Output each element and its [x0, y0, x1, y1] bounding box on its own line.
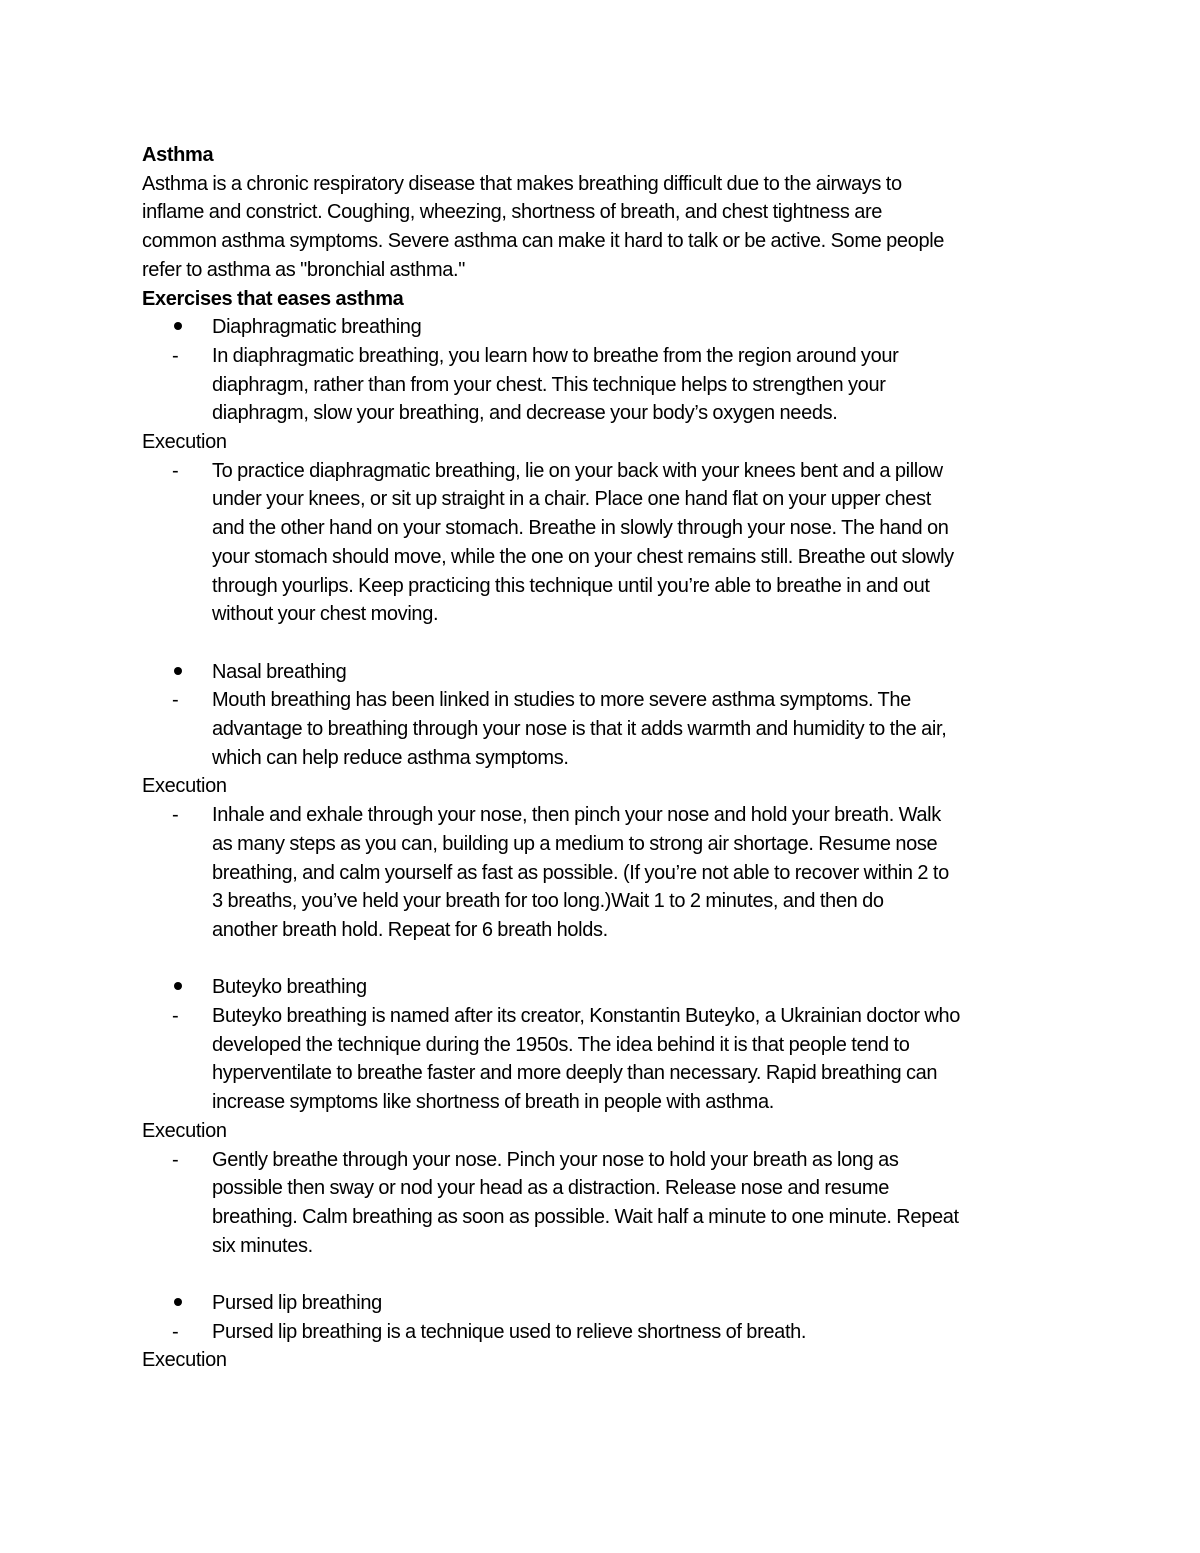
intro-line: refer to asthma as "bronchial asthma." — [142, 258, 465, 281]
description-line: diaphragm, slow your breathing, and decrease your body’s oxygen needs. — [212, 402, 838, 425]
execution-line: as many steps as you can, building up a medium to strong air shortage. Resume nose — [212, 832, 938, 855]
execution-line: six minutes. — [212, 1234, 313, 1257]
execution-instructions — [142, 457, 1082, 629]
exercise-name-item — [142, 658, 1082, 687]
description-line: increase symptoms like shortness of breath in people with asthma. — [212, 1091, 774, 1114]
execution-line: without your chest moving. — [212, 603, 439, 626]
execution-instructions — [142, 801, 1082, 945]
dash-marker: - — [172, 1005, 179, 1028]
execution-line: another breath hold. Repeat for 6 breath holds. — [212, 918, 608, 941]
description-line: Buteyko breathing is named after its creator, Konstantin Buteyko, a Ukrainian doctor who — [212, 1005, 961, 1028]
bullet-icon — [172, 313, 192, 342]
description-line: hyperventilate to breathe faster and more deeply than necessary. Rapid breathing can — [212, 1062, 938, 1085]
exercise-description — [142, 1002, 1082, 1117]
dash-marker: - — [172, 344, 179, 367]
exercise-block — [142, 1289, 1082, 1375]
execution-line: under your knees, or sit up straight in a chair. Place one hand flat on your upper chest — [212, 488, 931, 511]
blank-line — [142, 629, 1082, 658]
execution-line: breathing, and calm yourself as fast as possible. (If you’re not able to recover within 2 to — [212, 861, 949, 884]
exercise-description — [142, 686, 1082, 772]
exercise-name: Buteyko breathing — [212, 976, 367, 999]
execution-line: Inhale and exhale through your nose, then pinch your nose and hold your breath. Walk — [212, 804, 941, 827]
execution-line: 3 breaths, you’ve held your breath for too long.)Wait 1 to 2 minutes, and then do — [212, 890, 884, 913]
intro-paragraph — [142, 170, 1082, 285]
exercise-description — [142, 1318, 1082, 1347]
exercise-name-item — [142, 1289, 1082, 1318]
exercise-name: Pursed lip breathing — [212, 1292, 382, 1315]
description-line: Mouth breathing has been linked in studies to more severe asthma symptoms. The — [212, 689, 911, 712]
document-title: Asthma — [142, 144, 214, 166]
execution-instructions — [142, 1146, 1082, 1261]
execution-label: Execution — [142, 1349, 227, 1372]
execution-label: Execution — [142, 775, 227, 798]
exercise-description — [142, 342, 1082, 428]
intro-line: inflame and constrict. Coughing, wheezing, shortness of breath, and chest tightness are — [142, 201, 883, 224]
dash-marker: - — [172, 1148, 179, 1171]
description-line: diaphragm, rather than from your chest. This technique helps to strengthen your — [212, 373, 886, 396]
execution-label: Execution — [142, 431, 227, 454]
exercise-block — [142, 658, 1082, 945]
blank-line — [142, 1260, 1082, 1289]
execution-line: possible then sway or nod your head as a distraction. Release nose and resume — [212, 1177, 889, 1200]
dash-marker: - — [172, 459, 179, 482]
execution-line: breathing. Calm breathing as soon as possible. Wait half a minute to one minute. Repeat — [212, 1205, 959, 1228]
exercise-name: Nasal breathing — [212, 660, 347, 683]
dash-marker: - — [172, 804, 179, 827]
exercise-name-item — [142, 973, 1082, 1002]
document-page — [142, 141, 1082, 1375]
execution-line: and the other hand on your stomach. Breathe in slowly through your nose. The hand on — [212, 517, 949, 540]
execution-label: Execution — [142, 1119, 227, 1142]
description-line: which can help reduce asthma symptoms. — [212, 746, 569, 769]
blank-line — [142, 945, 1082, 974]
exercise-block — [142, 313, 1082, 629]
description-line: advantage to breathing through your nose is that it adds warmth and humidity to the air, — [212, 718, 947, 741]
dash-marker: - — [172, 689, 179, 712]
dash-marker: - — [172, 1320, 179, 1343]
section-heading: Exercises that eases asthma — [142, 287, 404, 310]
bullet-icon — [172, 1289, 192, 1318]
execution-line: through yourlips. Keep practicing this technique until you’re able to breathe in and out — [212, 574, 930, 597]
execution-line: your stomach should move, while the one on your chest remains still. Breathe out slowly — [212, 545, 954, 568]
description-line: developed the technique during the 1950s. The idea behind it is that people tend to — [212, 1033, 910, 1056]
description-line: Pursed lip breathing is a technique used to relieve shortness of breath. — [212, 1320, 807, 1343]
bullet-icon — [172, 973, 192, 1002]
execution-line: Gently breathe through your nose. Pinch your nose to hold your breath as long as — [212, 1148, 899, 1171]
intro-line: Asthma is a chronic respiratory disease that makes breathing difficult due to the airways to — [142, 172, 902, 195]
description-line: In diaphragmatic breathing, you learn how to breathe from the region around your — [212, 344, 899, 367]
bullet-icon — [172, 658, 192, 687]
intro-line: common asthma symptoms. Severe asthma can make it hard to talk or be active. Some people — [142, 230, 945, 253]
exercise-name: Diaphragmatic breathing — [212, 316, 422, 339]
exercise-block — [142, 973, 1082, 1260]
exercise-name-item — [142, 313, 1082, 342]
execution-line: To practice diaphragmatic breathing, lie on your back with your knees bent and a pillow — [212, 459, 943, 482]
